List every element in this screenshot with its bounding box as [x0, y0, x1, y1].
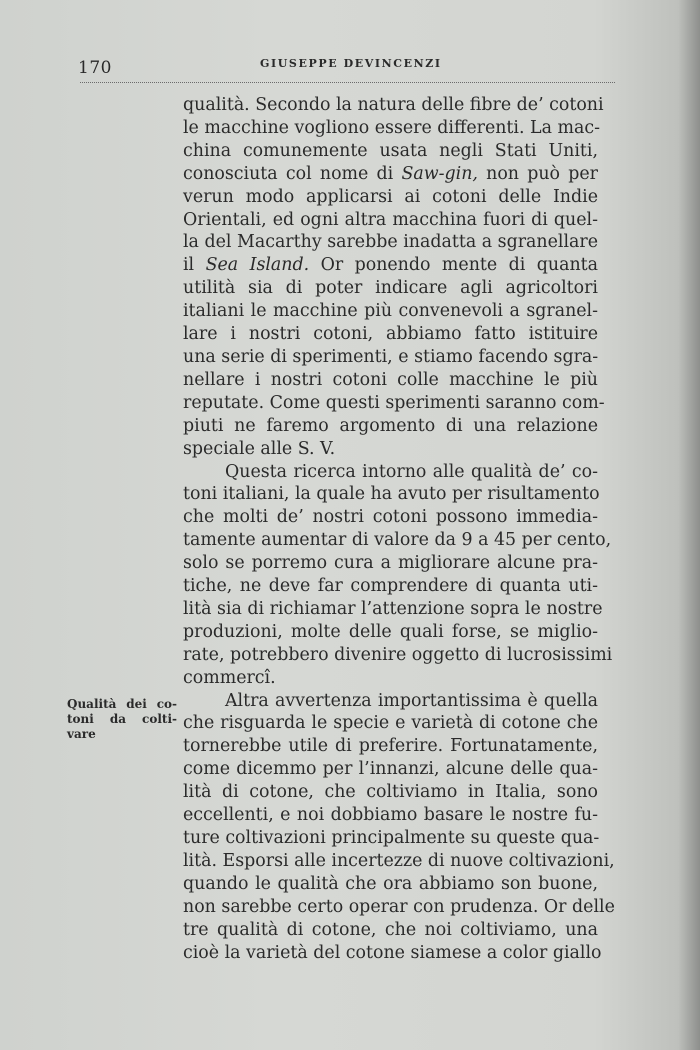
text-line: tamente aumentar di valore da 9 a 45 per cento,	[183, 530, 612, 551]
body-text	[183, 94, 615, 964]
text-line: lità di cotone, che coltiviamo in Italia, sono	[183, 782, 598, 803]
text-line: lità sia di richiamar l’attenzione sopra le nostre	[183, 598, 603, 619]
text-line: Altra avvertenza importantissima è quella	[225, 690, 598, 711]
text-line: produzioni, molte delle quali forse, se miglio-	[183, 621, 598, 642]
text-line: la del Macarthy sarebbe inadatta a sgranellare	[183, 232, 598, 253]
text-line: toni italiani, la quale ha avuto per risultamento	[183, 484, 600, 505]
text-line: nellare i nostri cotoni colle macchine le più	[183, 369, 598, 390]
text-line: una serie di sperimenti, e stiamo facendo sgra-	[183, 346, 599, 367]
text-line: cioè la varietà del cotone siamese a color giallo	[183, 942, 602, 963]
text-line: solo se porremo cura a migliorare alcune pra-	[183, 553, 598, 574]
text-line: lità. Esporsi alle incertezze di nuove coltivazioni,	[183, 850, 615, 871]
text-line: tre qualità di cotone, che noi coltiviamo, una	[183, 919, 598, 940]
text-line: non sarebbe certo operar con prudenza. Or delle	[183, 896, 615, 917]
paragraph-2	[183, 461, 613, 690]
text-line: che molti de’ nostri cotoni possono immedia-	[183, 507, 598, 528]
text-line: quando le qualità che ora abbiamo son buone,	[183, 873, 598, 894]
text-line: tiche, ne deve far comprendere di quanta uti-	[183, 576, 598, 597]
text-line	[183, 254, 598, 277]
text-line: italiani le macchine più convenevoli a sgranel-	[183, 301, 598, 322]
text-line: china comunemente usata negli Stati Uniti,	[183, 140, 598, 161]
text-line: qualità. Secondo la natura delle fibre de’ cotoni	[183, 95, 604, 115]
margin-note-line: toni da colti-	[67, 712, 177, 726]
text-line: piuti ne faremo argomento di una relazione	[183, 415, 598, 436]
italic-term-sea-island: Sea Island.	[205, 255, 310, 276]
paragraph-1	[183, 94, 605, 461]
text-line: che risguarda le specie e varietà di cotone che	[183, 713, 598, 734]
margin-note-line: Qualità dei co-	[67, 697, 177, 711]
text-line	[183, 163, 598, 186]
page-header	[78, 54, 618, 84]
text-line: lare i nostri cotoni, abbiamo fatto istituire	[183, 324, 598, 345]
text-line: verun modo applicarsi ai cotoni delle Indie	[183, 186, 598, 207]
text-segment: il	[183, 255, 206, 276]
margin-note-line: vare	[67, 727, 96, 741]
text-segment: conosciuta col nome di	[183, 163, 402, 184]
page-spine-shadow	[678, 0, 700, 1050]
text-line: commercî.	[183, 667, 276, 688]
text-line: Questa ricerca intorno alle qualità de’ co-	[225, 461, 598, 482]
text-segment: Or ponendo mente di quanta	[309, 255, 598, 276]
text-line: come dicemmo per l’innanzi, alcune delle qua-	[183, 759, 598, 780]
text-line: eccellenti, e noi dobbiamo basare le nostre fu-	[183, 805, 598, 826]
text-segment: non può per	[477, 163, 598, 184]
text-line: le macchine vogliono essere differenti. La mac-	[183, 117, 600, 138]
page-number: 170	[78, 58, 112, 78]
margin-note	[67, 697, 177, 742]
text-line: utilità sia di poter indicare agli agricoltori	[183, 278, 598, 299]
text-line: reputate. Come questi sperimenti saranno com-	[183, 392, 605, 413]
italic-term-saw-gin: Saw-gin,	[401, 163, 478, 184]
running-title: GIUSEPPE DEVINCENZI	[260, 57, 442, 70]
text-line: rate, potrebbero divenire oggetto di lucrosissimi	[183, 644, 613, 665]
text-line: tornerebbe utile di preferire. Fortunatamente,	[183, 736, 598, 757]
paragraph-3	[183, 690, 615, 965]
text-line: ture coltivazioni principalmente su queste qua-	[183, 828, 600, 848]
text-line: Orientali, ed ogni altra macchina fuori di quel-	[183, 209, 598, 230]
header-rule	[80, 82, 615, 83]
text-line: speciale alle S. V.	[183, 438, 336, 459]
